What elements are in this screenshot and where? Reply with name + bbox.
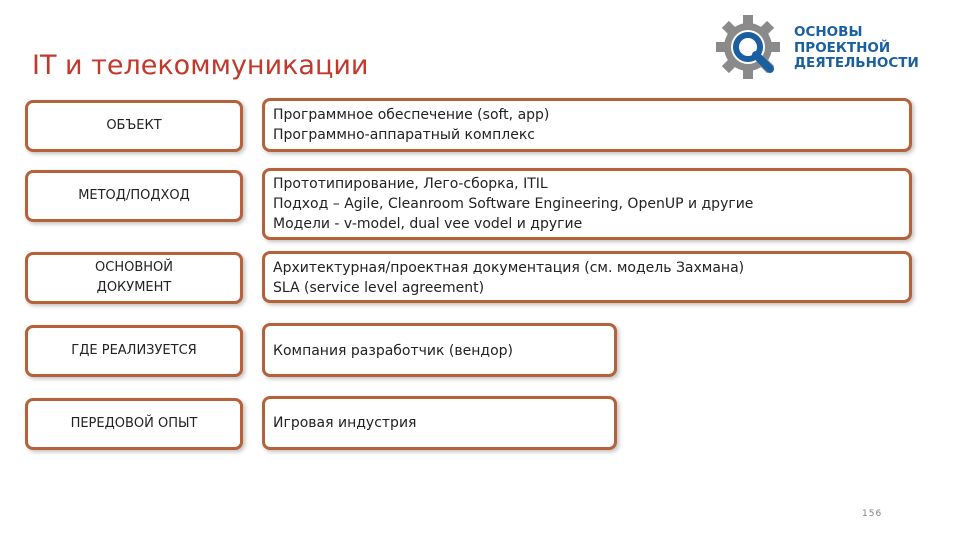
logo-line: ОСНОВЫ xyxy=(794,24,863,40)
value-line: Архитектурная/проектная документация (см. модель Захмана) xyxy=(273,260,745,276)
page-title: IT и телекоммуникации xyxy=(32,50,369,81)
value-line: Программно-аппаратный комплекс xyxy=(273,127,535,143)
category-label-best-practice: ПЕРЕДОВОЙ ОПЫТ xyxy=(25,398,243,450)
logo-text xyxy=(794,25,919,72)
category-label-where: ГДЕ РЕАЛИЗУЕТСЯ xyxy=(25,325,243,377)
gear-magnifier-icon xyxy=(712,15,788,83)
category-value-object xyxy=(262,98,912,152)
value-line: Компания разработчик (вендор) xyxy=(273,343,514,359)
value-line: Подход – Agile, Cleanroom Software Engineering, OpenUP и другие xyxy=(273,196,754,212)
value-line: Модели - v-model, dual vee vodel и другие xyxy=(273,216,583,232)
logo xyxy=(712,15,942,83)
category-value-method xyxy=(262,168,912,240)
value-line: SLA (service level agreement) xyxy=(273,280,485,296)
logo-line: ПРОЕКТНОЙ xyxy=(794,39,891,56)
value-line: Программное обеспечение (soft, app) xyxy=(273,107,550,123)
category-label-method: МЕТОД/ПОДХОД xyxy=(25,170,243,222)
logo-line: ДЕЯТЕЛЬНОСТИ xyxy=(794,55,919,71)
value-line: Прототипирование, Лего-сборка, ITIL xyxy=(273,176,548,192)
category-label-document: ОСНОВНОЙ ДОКУМЕНТ xyxy=(25,252,243,304)
category-value-document xyxy=(262,251,912,303)
category-value-where xyxy=(262,323,617,377)
category-label-object: ОБЪЕКТ xyxy=(25,100,243,152)
category-value-best-practice xyxy=(262,396,617,450)
page-number: 156 xyxy=(862,509,883,519)
value-line: Игровая индустрия xyxy=(273,415,417,431)
